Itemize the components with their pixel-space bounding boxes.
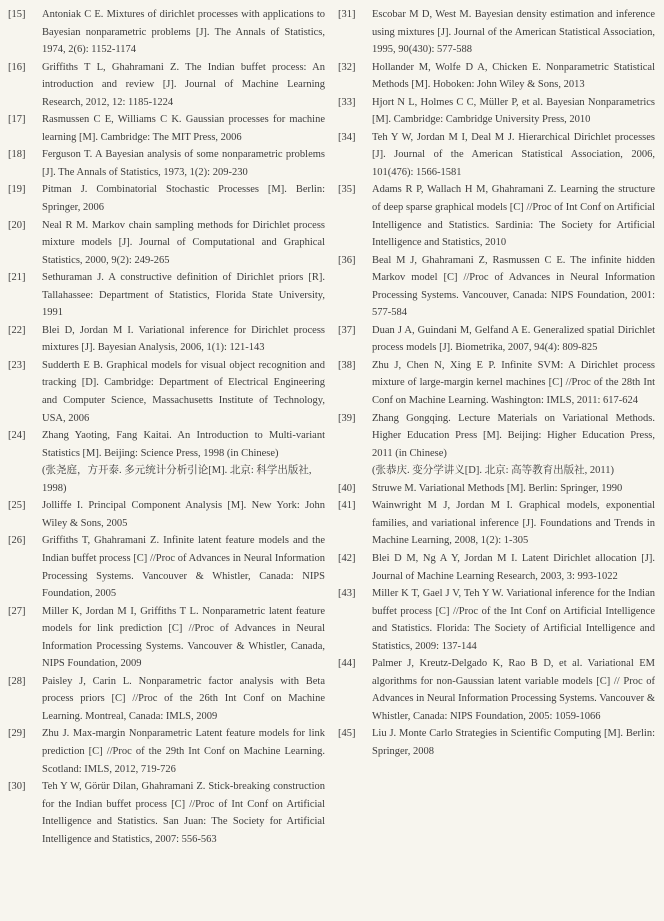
reference-number: [24]	[8, 430, 26, 442]
reference-item	[338, 655, 655, 725]
reference-text: Paisley J, Carin L. Nonparametric factor analysis with Beta process priors [C] //Proc of the 26th Int Conf on Machine Learning. Montreal, Canada: IMLS, 2009	[42, 675, 325, 722]
reference-number: [16]	[8, 61, 26, 73]
reference-text: Wainwright M J, Jordan M I. Graphical models, exponential families, and variational inference [J]. Foundations and Trends in Machine Learning, 2008, 1(2): 1-305	[372, 500, 655, 547]
reference-number: [21]	[8, 272, 26, 284]
reference-item	[8, 427, 325, 497]
reference-text: Liu J. Monte Carlo Strategies in Scientific Computing [M]. Berlin: Springer, 2008	[372, 728, 655, 757]
reference-text: Adams R P, Wallach H M, Ghahramani Z. Learning the structure of deep sparse graphical models [C] //Proc of Int Conf on Artificial Intelligence and Statistics. Sardinia: The Society for Artificial Intelligence and Statistics, 2010	[372, 184, 655, 249]
reference-text: Zhang Yaoting, Fang Kaitai. An Introduction to Multi-variant Statistics [M]. Beijing: Science Press, 1998 (in Chinese) (张尧庭，方开泰. 多元统计分析引论[M]. 北京: 科学出版社, 1998)	[42, 427, 325, 497]
reference-item	[338, 322, 655, 357]
reference-text: Pitman J. Combinatorial Stochastic Processes [M]. Berlin: Springer, 2006	[42, 184, 325, 214]
reference-text: Blei D M, Ng A Y, Jordan M I. Latent Dirichlet allocation [J]. Journal of Machine Learning Research, 2003, 3: 993-1022	[372, 552, 655, 582]
reference-item	[8, 497, 325, 532]
reference-number: [41]	[338, 500, 356, 512]
reference-text: Zhu J. Max-margin Nonparametric Latent feature models for link prediction [C] //Proc of the 29th Int Conf on Machine Learning. Scotland: IMLS, 2012, 719-726	[42, 728, 325, 775]
reference-number: [28]	[8, 675, 26, 687]
reference-item	[8, 6, 325, 59]
reference-item	[8, 269, 325, 322]
references-column-left	[8, 6, 325, 917]
reference-text: Sudderth E B. Graphical models for visual object recognition and tracking [D]. Cambridge: Department of Electrical Engineering and Computer Science, Massachusetts Institute of Technology, USA, 2006	[42, 359, 325, 424]
reference-number: [26]	[8, 535, 26, 547]
reference-item	[338, 94, 655, 129]
reference-item	[338, 181, 655, 251]
reference-number: [15]	[8, 9, 26, 20]
reference-item	[338, 480, 655, 498]
reference-number: [19]	[8, 184, 26, 196]
reference-text: Griffiths T L, Ghahramani Z. The Indian buffet process: An introduction and review [J]. Journal of Machine Learning Research, 2012, 12: 1185-1224	[42, 61, 325, 108]
reference-item	[8, 111, 325, 146]
reference-number: [43]	[338, 588, 356, 600]
reference-item	[8, 59, 325, 112]
reference-item	[8, 673, 325, 726]
reference-item	[338, 6, 655, 59]
reference-number: [30]	[8, 781, 26, 793]
reference-item	[8, 322, 325, 357]
reference-text: Jolliffe I. Principal Component Analysis [M]. New York: John Wiley & Sons, 2005	[42, 500, 325, 529]
reference-item	[8, 357, 325, 427]
reference-item	[338, 725, 655, 760]
reference-number: [31]	[338, 9, 356, 20]
reference-number: [22]	[8, 324, 26, 336]
reference-item	[338, 497, 655, 550]
reference-number: [17]	[8, 114, 26, 126]
reference-number: [37]	[338, 324, 356, 336]
reference-item	[8, 146, 325, 181]
reference-number: [39]	[338, 412, 356, 424]
reference-number: [34]	[338, 131, 356, 143]
reference-text: Rasmussen C E, Williams C K. Gaussian processes for machine learning [M]. Cambridge: The MIT Press, 2006	[42, 114, 325, 143]
reference-text: Miller K T, Gael J V, Teh Y W. Variational inference for the Indian buffet process [C] //Proc of the Int Conf on Artificial Intelligence and Statistics. Florida: The Society of Artificial Intelligence and Statistics, 2009: 137-144	[372, 588, 655, 652]
reference-number: [25]	[8, 500, 26, 512]
reference-text: Neal R M. Markov chain sampling methods for Dirichlet process mixture models [J]. Journal of Computational and Graphical Statistics, 2000, 9(2): 249-265	[42, 219, 325, 266]
reference-item	[338, 357, 655, 410]
reference-item	[8, 603, 325, 673]
reference-item	[8, 725, 325, 778]
reference-number: [42]	[338, 552, 356, 564]
references-column-right	[338, 6, 655, 917]
reference-text: Sethuraman J. A constructive definition of Dirichlet priors [R]. Tallahassee: Department of Statistics, Florida State University, 1991	[42, 272, 325, 319]
reference-text: Hjort N L, Holmes C C, Müller P, et al. Bayesian Nonparametrics [M]. Cambridge: Cambridge University Press, 2010	[372, 96, 655, 126]
reference-number: [35]	[338, 184, 356, 196]
reference-text: Teh Y W, Görür Dilan, Ghahramani Z. Stick-breaking construction for the Indian buffet process [C] //Proc of Int Conf on Artificial Intelligence and Statistics. San Juan: The Society for Artificial Intelligence and Statistics, 2007: 556-563	[42, 781, 325, 845]
reference-number: [32]	[338, 61, 356, 73]
reference-item	[8, 181, 325, 216]
reference-note-chinese: (张尧庭，方开泰. 多元统计分析引论[M]. 北京: 科学出版社, 1998)	[42, 465, 312, 494]
reference-text: Zhang Gongqing. Lecture Materials on Variational Methods. Higher Education Press [M]. Beijing: Higher Education Press, 2011 (in Chinese) (张恭庆. 变分学讲义[D]. 北京: 高等教育出版社, 2011)	[372, 410, 655, 480]
reference-number: [36]	[338, 254, 356, 266]
reference-text: Griffiths T, Ghahramani Z. Infinite latent feature models and the Indian buffet process [C] //Proc of Advances in Neural Information Processing Systems. Vancouver & Whistler, Canada: NIPS Foundation, 2005	[42, 535, 325, 600]
reference-number: [33]	[338, 96, 356, 108]
reference-number: [40]	[338, 482, 356, 494]
reference-text: Ferguson T. A Bayesian analysis of some nonparametric problems [J]. The Annals of Statistics, 1973, 1(2): 209-230	[42, 149, 325, 178]
reference-number: [29]	[8, 728, 26, 740]
reference-item	[338, 585, 655, 655]
reference-text: Beal M J, Ghahramani Z, Rasmussen C E. The infinite hidden Markov model [C] //Proc of Advances in Neural Information Processing Systems. Vancouver, Canada: NIPS Foundation, 2001: 577-584	[372, 254, 655, 319]
reference-item	[338, 550, 655, 585]
reference-item	[8, 532, 325, 602]
reference-note-chinese: (张恭庆. 变分学讲义[D]. 北京: 高等教育出版社, 2011)	[372, 465, 614, 477]
reference-text: Zhu J, Chen N, Xing E P. Infinite SVM: A Dirichlet process mixture of large-margin kernel machines [C] //Proc of the 28th Int Conf on Machine Learning. Washington: IMLS, 2011: 617-624	[372, 359, 655, 407]
reference-item	[338, 59, 655, 94]
reference-text: Struwe M. Variational Methods [M]. Berlin: Springer, 1990	[372, 482, 623, 494]
reference-text: Duan J A, Guindani M, Gelfand A E. Generalized spatial Dirichlet process models [J]. Biometrika, 2007, 94(4): 809-825	[372, 324, 655, 354]
reference-item	[338, 252, 655, 322]
reference-number: [18]	[8, 149, 26, 161]
reference-text: Palmer J, Kreutz-Delgado K, Rao B D, et al. Variational EM algorithms for non-Gaussian latent variable models [C] // Proc of Advances in Neural Information Processing Systems. Vancouver & Whistler, Canada: NIPS Foundation, 2005: 1059-1066	[372, 658, 655, 722]
reference-number: [44]	[338, 658, 356, 670]
reference-text: Hollander M, Wolfe D A, Chicken E. Nonparametric Statistical Methods [M]. Hoboken: John Wiley & Sons, 2013	[372, 61, 655, 91]
reference-text: Escobar M D, West M. Bayesian density estimation and inference using mixtures [J]. Journal of the American Statistical Association, 1995, 90(430): 577-588	[372, 9, 655, 56]
reference-text: Blei D, Jordan M I. Variational inference for Dirichlet process mixtures [J]. Bayesian Analysis, 2006, 1(1): 121-143	[42, 324, 325, 354]
reference-text: Miller K, Jordan M I, Griffiths T L. Nonparametric latent feature models for link prediction [C] //Proc of Advances in Neural Information Processing Systems. Vancouver & Whistler, Canada, NIPS Foundation, 2009	[42, 605, 325, 670]
reference-item	[8, 778, 325, 848]
reference-number: [38]	[338, 359, 356, 371]
reference-text: Antoniak C E. Mixtures of dirichlet processes with applications to Bayesian nonparametric problems [J]. The Annals of Statistics, 1974, 2(6): 1152-1174	[42, 9, 325, 56]
reference-number: [27]	[8, 605, 26, 617]
reference-item	[8, 217, 325, 270]
reference-item	[338, 129, 655, 182]
reference-text: Teh Y W, Jordan M I, Deal M J. Hierarchical Dirichlet processes [J]. Journal of the American Statistical Association, 2006, 101(476): 1566-1581	[372, 131, 655, 178]
reference-number: [23]	[8, 359, 26, 371]
reference-item	[338, 410, 655, 480]
reference-number: [20]	[8, 219, 26, 231]
reference-number: [45]	[338, 728, 356, 740]
